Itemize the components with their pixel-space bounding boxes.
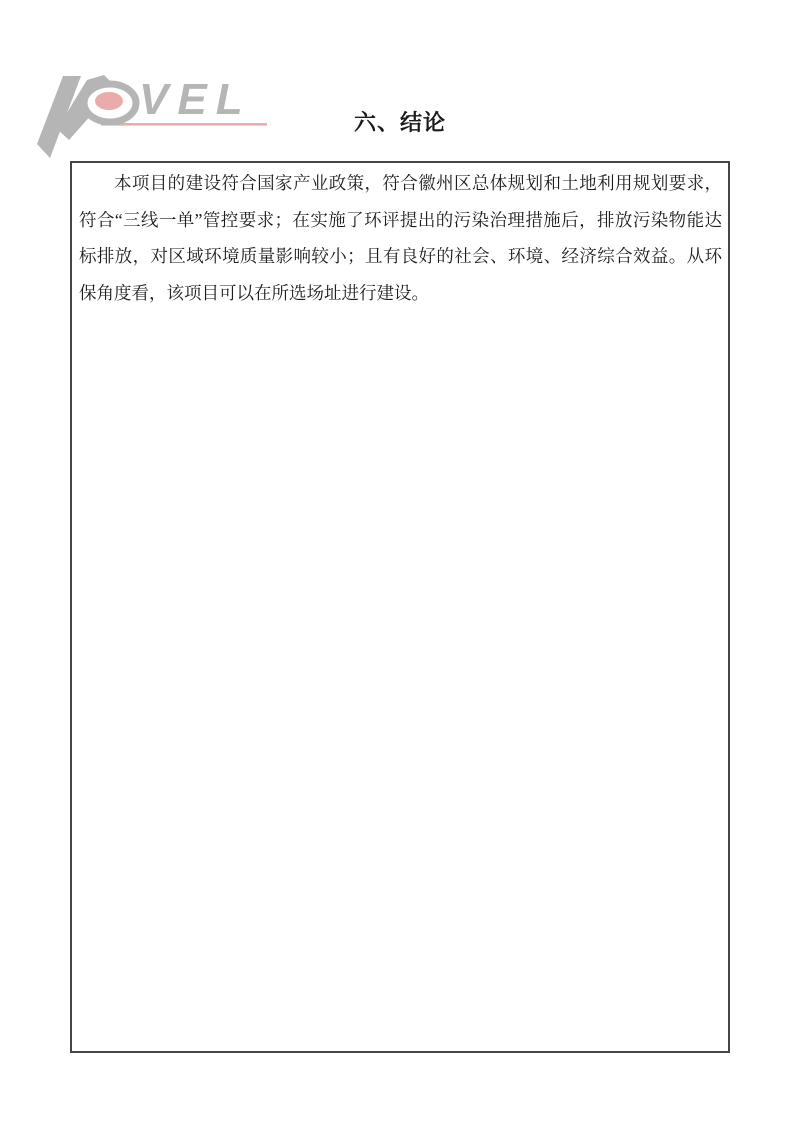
logo-o-center-icon (95, 92, 123, 110)
conclusion-paragraph: 本项目的建设符合国家产业政策，符合徽州区总体规划和土地利用规划要求，符合“三线一单”管控要求；在实施了环评提出的污染治理措施后，排放污染物能达标排放，对区域环境质量影响较小；且有良好的社会、环境、经济综合效益。从环保角度看，该项目可以在所选场址进行建设。 (79, 173, 722, 303)
conclusion-box (70, 161, 730, 1053)
logo-vel-text: VEL (139, 75, 252, 124)
page-title: 六、结论 (353, 110, 446, 135)
